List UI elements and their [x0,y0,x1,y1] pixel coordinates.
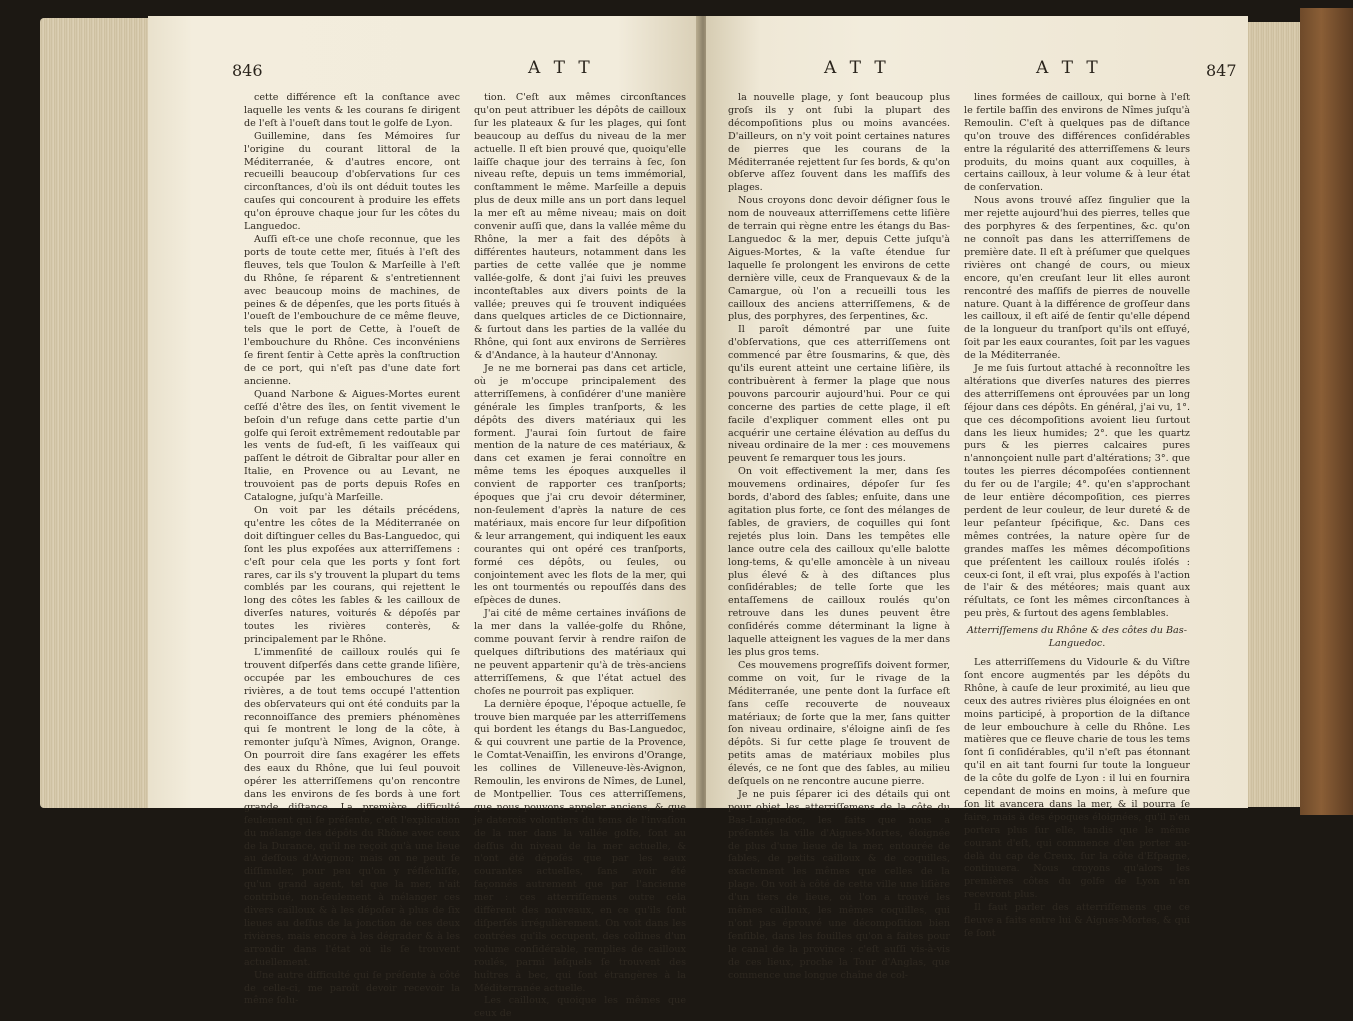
paragraph: Il paroît démontré par une ſuite d'obſervations, que ces atterriſſemens ont commencé par être ſousmarins, & que, dès qu'ils eurent atteint une certaine liſière, ils contribuèrent à fermer la plage que nous pouvons parcourir aujourd'hui. Pour ce qui concerne des parties de cette plage, il eſt facile d'expliquer comment elles ont pu acquérir une certaine élévation au deſſus du niveau ordinaire de la mer : ces mouvemens peuvent ſe remarquer tous les jours. [728,324,950,465]
paragraph: Nous croyons donc devoir déſigner ſous le nom de nouveaux atterriſſemens cette liſière de terrain qui règne entre les étangs du Bas-Languedoc & la mer, depuis Cette juſqu'à Aigues-Mortes, & la vaſte étendue ſur laquelle ſe prolongent les environs de cette dernière ville, ceux de Franquevaux & de la Camargue, où l'on a recueilli tous les cailloux des anciens atterriſſemens, & de plus, des porphyres, des ſerpentines, &c. [728,195,950,323]
paragraph: Une autre difficulté qui ſe préſente à côté de celle-ci, me paroît devoir recevoir la même ſolu- [244,969,460,1007]
paragraph: Auſſi eſt-ce une choſe reconnue, que les ports de toute cette mer, ſitués à l'eſt des fleuves, tels que Toulon & Marſeille à l'eſt du Rhône, ſe réparent & s'entretiennent avec beaucoup moins de machines, de peines & de dépenſes, que les ports ſitués à l'oueſt de l'embouchure de ce même fleuve, tels que le port de Cette, à l'oueſt de l'embouchure du Rhône. Ces inconvéniens ſe firent ſentir à Cette après la conſtruction de ce port, qui n'eſt pas d'une date fort ancienne. [244,233,460,387]
paragraph: On voit effectivement la mer, dans ſes mouvemens ordinaires, dépoſer ſur ſes bords, d'abord des ſables; enſuite, dans une agitation plus forte, ce ſont des mélanges de ſables, de graviers, de coquilles qui ſont rejetés plus loin. Dans les tempêtes elle lance outre cela des cailloux qu'elle balotte long-tems, & qu'elle amoncèle à un niveau plus élevé & à des diſtances plus conſidérables; de telle ſorte que les entaſſemens de cailloux roulés qu'on retrouve dans les dunes peuvent être conſidérés comme déterminant la ligne à laquelle atteignent les vagues de la mer dans les plus gros tems. [728,466,950,658]
paragraph: lines formées de cailloux, qui borne à l'eſt le fertile baſſin des environs de Nîmes juſqu'à Remoulin. C'eſt à quelques pas de diſtance qu'on trouve des différences conſidérables entre la régularité des atterriſſemens & leurs produits, du moins quant aux coquilles, à certains cailloux, à leur volume & à leur état de conſervation. [964,92,1190,194]
left-page-number: 846 [232,61,263,80]
right-running-header-right: A T T [1036,58,1102,78]
left-running-header: A T T [528,58,594,78]
paragraph: J'ai cité de même certaines inváſions de la mer dans la vallée-golfe du Rhône, comme pouvant ſervir à rendre raiſon de quelques diſtributions des matériaux qui ne peuvent appartenir qu'à de très-anciens atterriſſemens, & que l'état actuel des choſes ne pourroit pas expliquer. [474,608,686,697]
right-page-number: 847 [1206,61,1237,80]
paragraph: Nous avons trouvé aſſez ſingulier que la mer rejette aujourd'hui des pierres, telles que des porphyres & des ſerpentines, &c. qu'on ne connoît pas dans les atterriſſemens de première date. Il eſt à préſumer que quelques rivières ont changé de cours, ou mieux encore, qu'en creuſant leur lit elles auront rencontré des maſſifs de pierres de nouvelle nature. Quant à la différence de groſſeur dans les cailloux, il eſt aiſé de ſentir qu'elle dépend de la longueur du tranſport qu'ils ont eſſuyé, ſoit par les eaux courantes, ſoit par les vagues de la Méditerranée. [964,195,1190,362]
right-page [706,16,1248,981]
paragraph: Je me ſuis ſurtout attaché à reconnoître les altérations que diverſes natures des pierres des atterriſſemens ont éprouvées par un long ſéjour dans ces dépôts. En général, j'ai vu, 1°. que ces décompoſitions avoient lieu ſurtout dans les lieux humides; 2°. que les quartz purs & les pierres calcaires pures n'annonçoient nulle part d'altérations; 3°. que toutes les pierres décompoſées contiennent du fer ou de l'argile; 4°. qu'en s'approchant de leur entière décompoſition, ces pierres perdent de leur couleur, de leur dureté & de leur peſanteur ſpécifique, &c. Dans ces mêmes contrées, la nature opère ſur de grandes maſſes les mêmes décompoſitions que préſentent les cailloux roulés iſolés : ceux-ci ſont, il eſt vrai, plus expoſés à l'action de l'air & des météores; mais quant aux réſultats, ce ſont les mêmes circonſtances à peu près, & ſurtout des agens ſemblables. [964,363,1190,620]
paragraph: Guillemine, dans ſes Mémoires ſur l'origine du courant littoral de la Méditerranée, & d'autres encore, ont recueilli beaucoup d'obſervations ſur ces circonſtances, d'où ils ont déduit toutes les cauſes qui concourent à produire les effets qu'on éprouve chaque jour ſur les côtes du Languedoc. [244,130,460,233]
left-column-1 [244,92,460,1007]
paragraph: Il faut parler des atterriſſemens que ce fleuve a faits entre lui & Aigues-Mortes, & qui ſe ſont [964,902,1190,939]
right-column-1 [728,92,950,981]
right-running-header-left: A T T [824,58,890,78]
left-page-edges [40,18,150,808]
paragraph: Ces mouvemens progreſſifs doivent former, comme on voit, ſur le rivage de la Méditerranée, une pente dont la ſurface eſt ſans ceſſe recouverte de nouveaux matériaux; de ſorte que la mer, ſans quitter ſon niveau ordinaire, s'éloigne ainſi de ſes dépôts. Si ſur cette plage ſe trouvent de petits amas de matériaux mobiles plus élevés, ce ne ſont que des ſables, au milieu deſquels on ne rencontre aucune pierre. [728,659,950,788]
paragraph: Je ne puis ſéparer ici des détails qui ont pour objet les atterriſſemens de la côte du Bas-Languedoc, les faits que nous a préſentés la ville d'Aigues-Mortes, éloignée de plus d'une lieue de la mer, entourée de ſables, de petits cailloux & de coquilles, exactement les mêmes que celles de la plage. On voit à côté de cette ville une liſière d'un tiers de lieue, où l'on a trouvé les mêmes cailloux, les mêmes coquilles, qui n'ont pas éprouvé une décompoſition bien ſenſible, dans les fouilles qu'on a faites pour le canal de la province : c'eſt auſſi vis-à-vis de ces lieux, proche la Tour d'Anglas, que commence une longue chaîne de col- [728,788,950,981]
paragraph: La dernière époque, l'époque actuelle, ſe trouve bien marquée par les atterriſſemens qui bordent les étangs du Bas-Languedoc, & qui couvrent une partie de la Provence, le Comtat-Venaiſſin, les environs d'Orange, les collines de Villeneuve-lès-Avignon, Remoulin, les environs de Nîmes, de Lunel, de Montpellier. Tous ces atterriſſemens, que nous pouvons appeler anciens, & que je daterois volontiers du tems de l'invaſion de la mer dans la vallée golfe, ſont au deſſus du niveau de la mer actuelle, & n'ont été dépoſés que par les eaux courantes actuelles, ſans avoir été façonnés autrement que par l'ancienne mer : ces atterriſſemens outre cela diffèrent des nouveaux, en ce qu'ils ſont diſperſés irrégulièrement. On voit dans les contrées qu'ils occupent, des collines d'un volume conſidérable, remplies de cailloux roulés, parmi leſquels ſe trouvent des huîtres à bec, qui ſont étrangères à la Méditerranée actuelle. [474,698,686,994]
paragraph: On voit par les détails précédens, qu'entre les côtes de la Méditerranée on doit diſtinguer celles du Bas-Languedoc, qui ſont les plus expoſées aux atterriſſemens : c'eſt pour cela que les ports y ſont fort rares, car ils s'y trouvent la plupart du tems comblés par les courans, qui rejettent le long des côtes les ſables & les cailloux de diverſes natures, voiturés & dépoſés par toutes les rivières conterès, & principalement par le Rhône. [244,505,460,646]
paragraph: Quand Narbone & Aigues-Mortes eurent ceſſé d'être des îles, on ſentit vivement le beſoin d'un refuge dans cette partie d'un golfe qui ſeroit extrêmement redoutable par les vents de ſud-eſt, ſi les vaiſſeaux qui paſſent le détroit de Gibraltar pour aller en Italie, en Provence ou au Levant, ne trouvoient pas de ports depuis Roſes en Catalogne, juſqu'à Marſeille. [244,388,460,504]
left-column-2 [474,92,686,1020]
paragraph: Les atterriſſemens du Vidourle & du Viſtre ſont encore augmentés par les dépôts du Rhône, à cauſe de leur proximité, au lieu que ceux des autres rivières plus éloignées en ont moins participé, à proportion de la diſtance de leur embouchure à celle du Rhône. Les matières que ce fleuve charie de tous les tems ſont ſi conſidérables, qu'il n'eſt pas étonnant qu'il en ait tant fourni ſur toute la longueur de la côte du golfe de Lyon : il lui en fournira cependant de moins en moins, à meſure que ſon lit avancera dans la mer, & il pourra ſe faire, mais à des époques éloignées, qu'il n'en portera plus ſur elle, tandis que le même courant d'eſt, qui commence d'en porter au-delà du cap de Creux, ſur la côte d'Eſpagne, continuera. Nous croyons qu'alors les premières côtes du golfe de Lyon n'en recevront plus. [964,656,1190,901]
paragraph: tion. C'eſt aux mêmes circonſtances qu'on peut attribuer les dépôts de cailloux ſur les plateaux & ſur les plages, qui ſont beaucoup au deſſus du niveau de la mer actuelle. Il eſt bien prouvé que, quoiqu'elle laiſſe chaque jour des terrains à ſec, ſon niveau reſte, depuis un tems immémorial, conſtamment le même. Marſeille a depuis plus de deux mille ans un port dans lequel la mer eſt au même niveau; mais on doit convenir auſſi que, dans la vallée même du Rhône, la mer a fait des dépôts à différentes hauteurs, notamment dans les parties de cette vallée que je nomme vallée-golfe, & dont j'ai ſuivi les preuves inconteſtables aux divers points de la vallée; preuves qui ſe trouvent indiquées dans quelques articles de ce Dictionnaire, & ſurtout dans les parties de la vallée du Rhône, qui ſont aux environs de Serrières & d'Andance, à la hauteur d'Annonay. [474,92,686,362]
paragraph: Je ne me bornerai pas dans cet article, où je m'occupe principalement des atterriſſemens, à conſidérer d'une manière générale les ſimples tranſports, & les dépôts des divers matériaux qui les forment. J'aurai ſoin ſurtout de faire mention de la nature de ces matériaux, & dans cet examen je ferai connoître en même tems les époques auxquelles il convient de rapporter ces tranſports; époques que j'ai cru devoir déterminer, non-ſeulement d'après la nature de ces matériaux, mais encore ſur leur diſpoſition & leur arrangement, qui indiquent les eaux courantes qui ont opéré ces tranſports, formé ces dépôts, ou ſeules, ou conjointement avec les flots de la mer, qui les ont tourmentés ou repouſſés dans des eſpèces de dunes. [474,363,686,607]
leather-cover [1300,8,1353,815]
right-page-edges [1248,22,1308,807]
right-column-2 [964,92,1190,939]
section-subheading: Atterriſſemens du Rhône & des côtes du Bas-Languedoc. [967,625,1187,650]
paragraph: cette différence eſt la conſtance avec laquelle les vents & les courans ſe dirigent de l'eſt à l'oueſt dans tout le golfe de Lyon. [244,92,460,129]
paragraph: L'immenſité de cailloux roulés qui ſe trouvent diſperſés dans cette grande liſière, occupée par les embouchures de ces rivières, a de tout tems occupé l'attention des obſervateurs qui ont été conduits par la reconnoiſſance des premiers phénomènes qui ſe montrent le long de la côte, à remonter juſqu'à Nîmes, Avignon, Orange. On pourroit dire ſans exagérer les effets des eaux du Rhône, que lui ſeul pouvoit opérer les atterriſſemens qu'on rencontre dans les environs de ſes bords à une fort grande diſtance. La première difficulté ſeulement qui ſe préſente, c'eſt l'explication du mélange des dépôts du Rhône avec ceux de la Durance, qu'il ne reçoit qu'à une lieue au deſſous d'Avignon; mais on ne peut ſe diſſimuler, pour peu qu'on y réfléchiſſe, qu'un grand agent, tel que la mer, n'ait contribué, non-ſeulement à mélanger ces divers cailloux & à les dépoſer à plus de ſix lieues au deſſus de la jonction de ces deux rivières, mais encore à les dégrader & à les arrondir dans l'état où ils ſe trouvent actuellement. [244,646,460,968]
left-page [148,16,700,1020]
paragraph: la nouvelle plage, y ſont beaucoup plus groſs ils y ont ſubi la plupart des décompoſitions plus ou moins avancées. D'ailleurs, on n'y voit point certaines natures de pierres que les courans de la Méditerranée rejettent ſur ſes bords, & qu'on obſerve aſſez ſouvent dans les maſſifs des plages. [728,92,950,194]
paragraph: Les cailloux, quoique les mêmes que ceux de [474,995,686,1020]
